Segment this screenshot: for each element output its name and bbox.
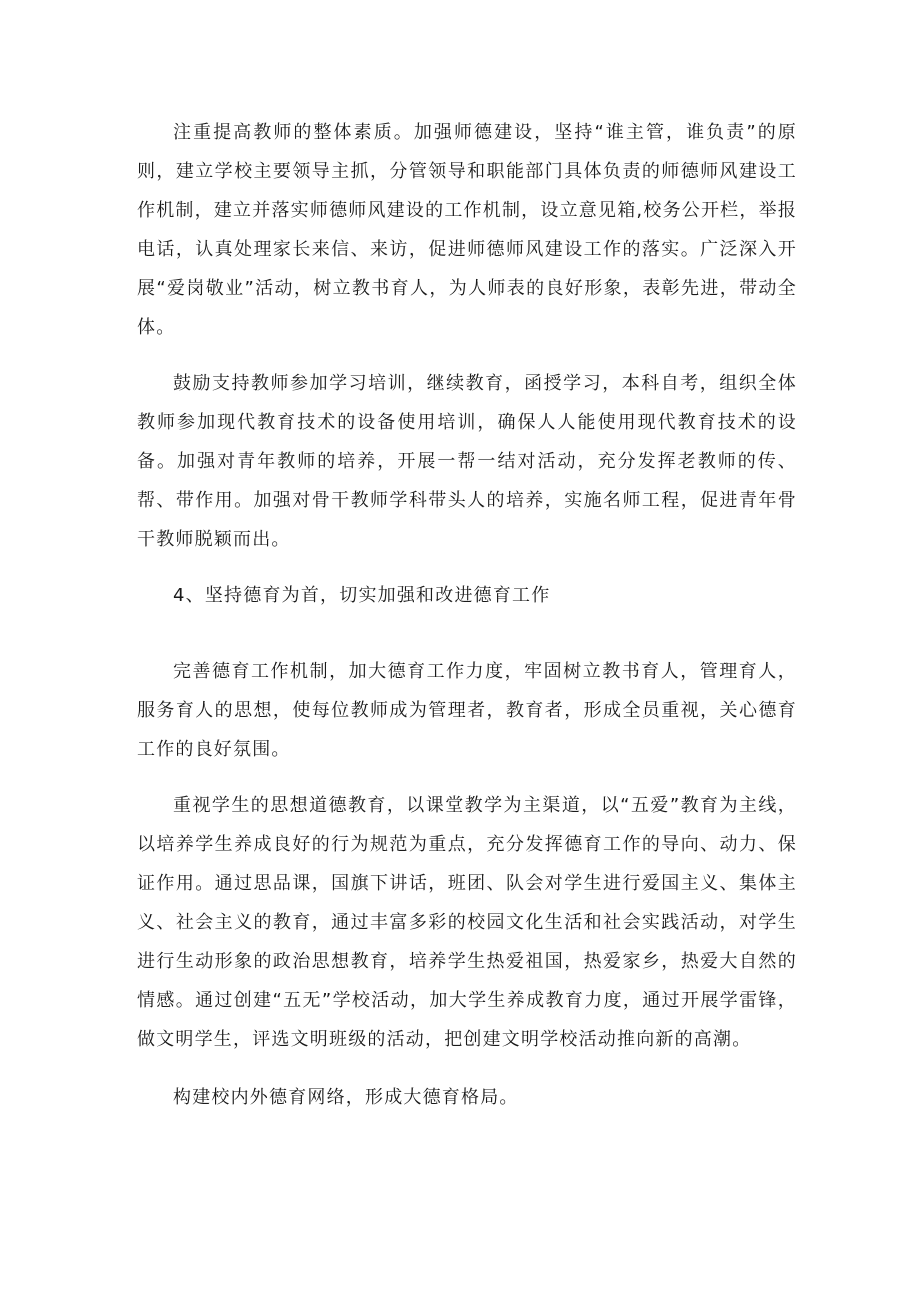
paragraph-teacher-training: 鼓励支持教师参加学习培训，继续教育，函授学习，本科自考，组织全体教师参加现代教育技术的设备使用培训，确保人人能使用现代教育技术的设备。加强对青年教师的培养，开展一帮一结对活动，充分发挥老教师的传、帮、带作用。加强对骨干教师学科带头人的培养，实施名师工程，促进青年骨干教师脱颖而出。 bbox=[137, 373, 797, 550]
paragraph-moral-network: 构建校内外德育网络，形成大德育格局。 bbox=[173, 1087, 519, 1108]
paragraph-moral-mechanism: 完善德育工作机制，加大德育工作力度，牢固树立教书育人，管理育人，服务育人的思想，使每位教师成为管理者，教育者，形成全员重视，关心德育工作的良好氛围。 bbox=[137, 661, 797, 760]
document-body bbox=[137, 113, 797, 1117]
paragraph-moral-education: 重视学生的思想道德教育，以课堂教学为主渠道，以“五爱”教育为主线，以培养学生养成良好的行为规范为重点，充分发挥德育工作的导向、动力、保证作用。通过思品课，国旗下讲话，班团、队会对学生进行爱国主义、集体主义、社会主义的教育，通过丰富多彩的校园文化生活和社会实践活动，对学生进行生动形象的政治思想教育，培养学生热爱祖国，热爱家乡，热爱大自然的情感。通过创建“五无”学校活动，加大学生养成教育力度，通过开展学雷锋，做文明学生，评选文明班级的活动，把创建文明学校活动推向新的高潮。 bbox=[137, 795, 797, 1050]
section-heading: 4、坚持德育为首，切实加强和改进德育工作 bbox=[173, 585, 551, 606]
paragraph-teacher-quality: 注重提高教师的整体素质。加强师德建设，坚持“谁主管，谁负责”的原则，建立学校主要领导主抓，分管领导和职能部门具体负责的师德师风建设工作机制，建立并落实师德师风建设的工作机制，设立意见箱,校务公开栏，举报电话，认真处理家长来信、来访，促进师德师风建设工作的落实。广泛深入开展“爱岗敬业”活动，树立教书育人，为人师表的良好形象，表彰先进，带动全体。 bbox=[137, 122, 797, 338]
